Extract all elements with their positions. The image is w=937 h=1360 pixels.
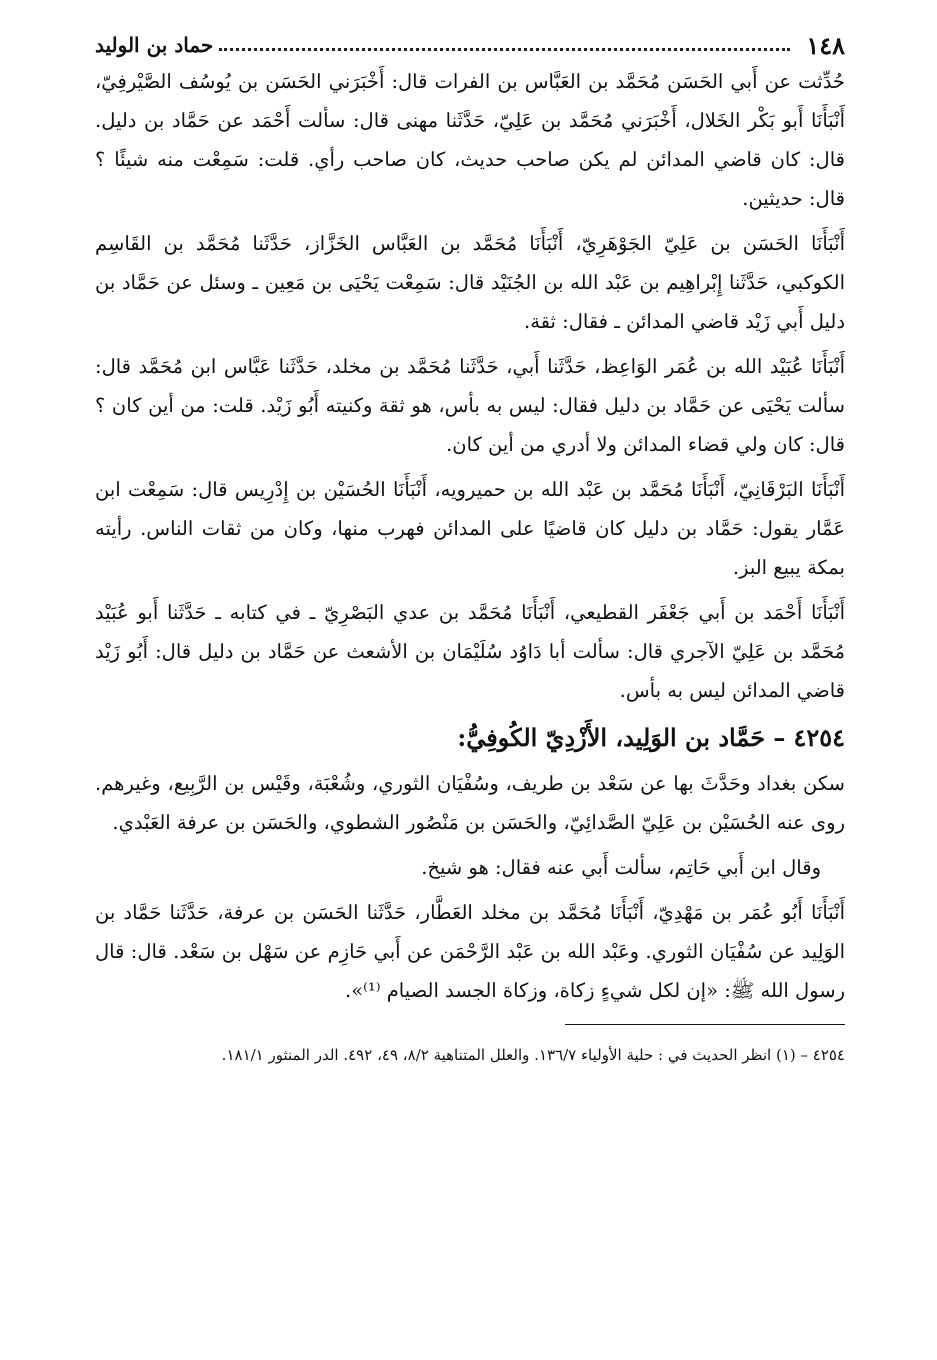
footnote-divider [565, 1024, 845, 1025]
entry-number: ٤٢٥٤ [793, 723, 845, 752]
footnote: ٤٢٥٤ – (١) انظر الحديث في : حلية الأولياء ١٣٦/٧. والعلل المتناهية ٨/٢، ٤٩، ٤٩٢. الدر المنثور ١٨١/١. [221, 1046, 845, 1064]
dotted-leader [219, 48, 790, 51]
paragraph: أَنْبَأَنَا عُبَيْد الله بن عُمَر الوَاعِظ، حَدَّثَنا أَبي، حَدَّثَنا مُحَمَّد بن مخلد، حَدَّثَنا عَبَّاس ابن مُحَمَّد قال: سألت يَحْيَى عن حَمَّاد بن دليل فقال: ليس به بأس، هو ثقة وكنيته أَبُو زَيْد. قلت: من أين كان ؟ قال: كان ولي قضاء المدائن ولا أدري من أين كان. [95, 355, 845, 456]
paragraph: أَنْبَأَنَا البَرْقَانِيّ، أَنْبَأَنَا مُحَمَّد بن عَبْد الله بن حميرويه، أَنْبَأَنَا الحُسَيْن بن إِدْرِيس قال: سَمِعْت ابن عَمَّار يقول: حَمَّاد بن دليل كان قاضيًا على المدائن فهرب منها، وكان من ثقات الناس. رأيته بمكة يبيع البز. [95, 478, 845, 579]
entry-title: – حَمَّاد بن الوَلِيد، الأَزْدِيّ الكُوفِيُّ: [457, 723, 786, 752]
paragraph: أَنْبَأَنَا أَحْمَد بن أَبي جَعْفَر القطيعي، أَنْبَأَنَا مُحَمَّد بن عدي البَصْرِيّ ـ في كتابه ـ حَدَّثَنا أَبو عُبَيْد مُحَمَّد بن عَلِيّ الآجري قال: سألت أبا دَاوُد سُلَيْمَان بن الأشعث عن حَمَّاد بن دليل قال: أَبُو زَيْد قاضي المدائن ليس به بأس. [95, 601, 845, 702]
paragraph: سكن بغداد وحَدَّثَ بها عن سَعْد بن طريف، وسُفْيَان الثوري، وشُعْبَة، وقَيْس بن الرَّبِيع، وغيرهم. روى عنه الحُسَيْن بن عَلِيّ الصَّدائِيّ، والحَسَن بن مَنْصُور الشطوي، والحَسَن بن عرفة العَبْدي. [95, 772, 845, 834]
running-header [95, 28, 845, 62]
paragraph: أَنْبَأَنَا الحَسَن بن عَلِيّ الجَوْهَرِيّ، أَنْبَأَنَا مُحَمَّد بن العَبَّاس الخَزَّاز، حَدَّثَنا مُحَمَّد بن القَاسِم الكوكبي، حَدَّثَنا إِبْراهِيم بن عَبْد الله بن الجُنَيْد قال: سَمِعْت يَحْيَى بن مَعِين ـ وسئل عن حَمَّاد بن دليل أَبي زَيْد قاضي المدائن ـ فقال: ثقة. [95, 232, 845, 333]
paragraph: أَنْبَأَنَا أَبُو عُمَر بن مَهْدِيّ، أَنْبَأَنَا مُحَمَّد بن مخلد العَطَّار، حَدَّثَنا الحَسَن بن عرفة، حَدَّثَنا حَمَّاد بن الوَلِيد عن سُفْيَان الثوري. وعَبْد الله بن عَبْد الرَّحْمَن عن أَبي حَازِم عن سَهْل بن سَعْد. قال: قال رسول الله ﷺ: «إن لكل شيءٍ زكاة، وزكاة الجسد الصيام ⁽¹⁾». [95, 901, 845, 1002]
entry-heading [95, 716, 845, 760]
paragraph: حُدِّثت عن أَبي الحَسَن مُحَمَّد بن العَبَّاس بن الفرات قال: أَخْبَرَني الحَسَن بن يُوسُف الصَّيْرفِيّ، أَنْبَأَنَا أَبو بَكْر الخَلال، أَخْبَرَني مُحَمَّد بن عَلِيّ، حَدَّثَنا مهنى قال: سألت أَحْمَد عن حَمَّاد بن دليل. قال: كان قاضي المدائن لم يكن صاحب حديث، كان صاحب رأي. قلت: سَمِعْت منه شيئًا ؟ قال: حديثين. [95, 70, 845, 210]
document-page [95, 28, 845, 1085]
paragraph: وقال ابن أَبي حَاتِم، سألت أَبي عنه فقال: هو شيخ. [421, 856, 821, 879]
running-title: حماد بن الوليد [95, 33, 214, 57]
page-number: ١٤٨ [806, 30, 845, 60]
